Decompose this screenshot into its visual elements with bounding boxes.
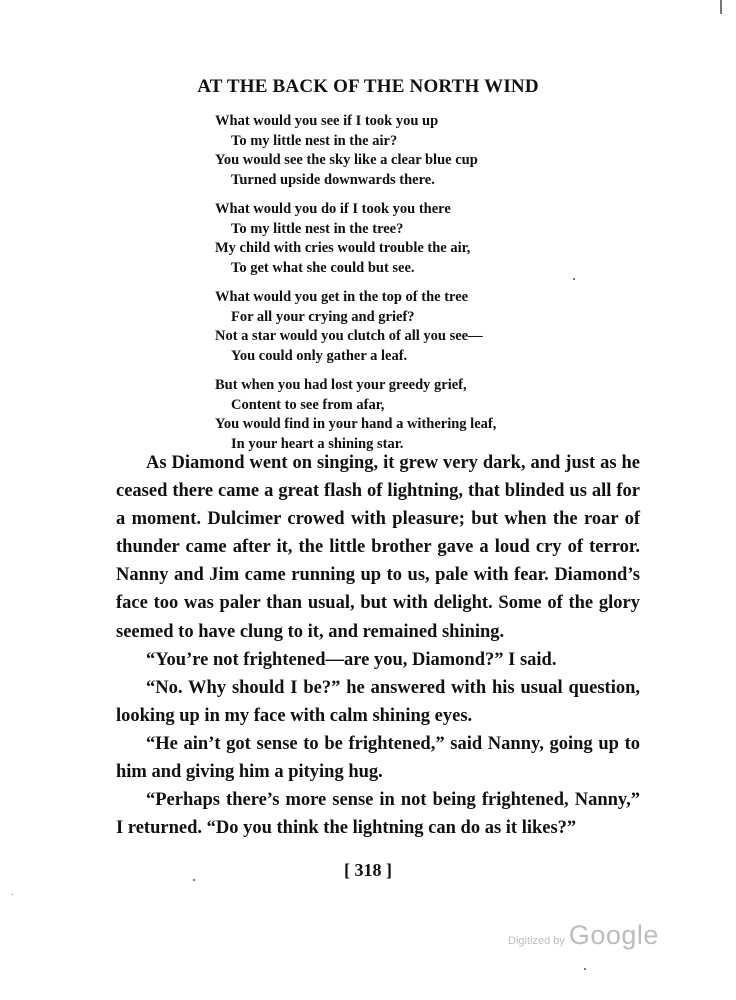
poem-line: For all your crying and grief?: [231, 308, 415, 325]
scan-speck: [12, 894, 13, 895]
poem-stanza: [215, 112, 575, 190]
prose-paragraph: “He ain’t got sense to be frightened,” said Nanny, going up to him and giving him a pitying hug.: [116, 733, 640, 783]
prose-paragraph: As Diamond went on singing, it grew very dark, and just as he ceased there came a great flash of lightning, that blinded us all for a moment. Dulcimer crowed with pleasure; but when the roar of thunder came after it, the little brother gave a loud cry of terror. Nanny and Jim came running up to us, pale with fear. Diamond’s face too was paler than usual, but with delight. Some of the glory seemed to have clung to it, and remained shining.: [116, 453, 640, 642]
watermark-brand: Google: [568, 920, 659, 950]
prose-body: [116, 449, 640, 842]
poem-line: But when you had lost your greedy grief,: [215, 377, 467, 393]
poem-line: In your heart a shining star.: [231, 435, 404, 452]
scan-speck: [584, 968, 586, 970]
poem-line: Not a star would you clutch of all you see—: [215, 328, 483, 344]
poem-stanza: [215, 200, 575, 278]
poem-line: What would you see if I took you up: [215, 113, 439, 129]
poem-line: You would find in your hand a withering leaf,: [215, 416, 497, 432]
poem-stanza: [215, 376, 575, 454]
poem: [215, 112, 575, 464]
poem-line: My child with cries would trouble the air,: [215, 240, 471, 256]
poem-line: What would you do if I took you there: [215, 201, 451, 217]
poem-line: You could only gather a leaf.: [231, 347, 408, 364]
page-number: [ 318 ]: [344, 860, 392, 880]
prose-paragraph: “Perhaps there’s more sense in not being frightened, Nanny,” I returned. “Do you think the lightning can do as it likes?”: [116, 790, 640, 839]
scan-edge-line: [720, 0, 722, 14]
scan-speck: [573, 278, 575, 280]
poem-line: To my little nest in the air?: [231, 132, 398, 149]
poem-line: Turned upside downwards there.: [231, 171, 435, 188]
digitized-watermark: [508, 920, 659, 951]
watermark-prefix: Digitized by: [508, 935, 565, 947]
poem-line: To get what she could but see.: [231, 259, 415, 276]
poem-line: You would see the sky like a clear blue cup: [215, 152, 478, 168]
prose-paragraph: “No. Why should I be?” he answered with his usual question, looking up in my face with calm shining eyes.: [116, 677, 640, 726]
prose-paragraph: “You’re not frightened—are you, Diamond?” I said.: [146, 649, 557, 670]
poem-stanza: [215, 288, 575, 366]
poem-line: Content to see from afar,: [231, 396, 385, 413]
poem-line: What would you get in the top of the tree: [215, 289, 469, 305]
scan-speck: [193, 879, 195, 881]
poem-line: To my little nest in the tree?: [231, 220, 404, 237]
running-header: AT THE BACK OF THE NORTH WIND: [197, 76, 539, 97]
